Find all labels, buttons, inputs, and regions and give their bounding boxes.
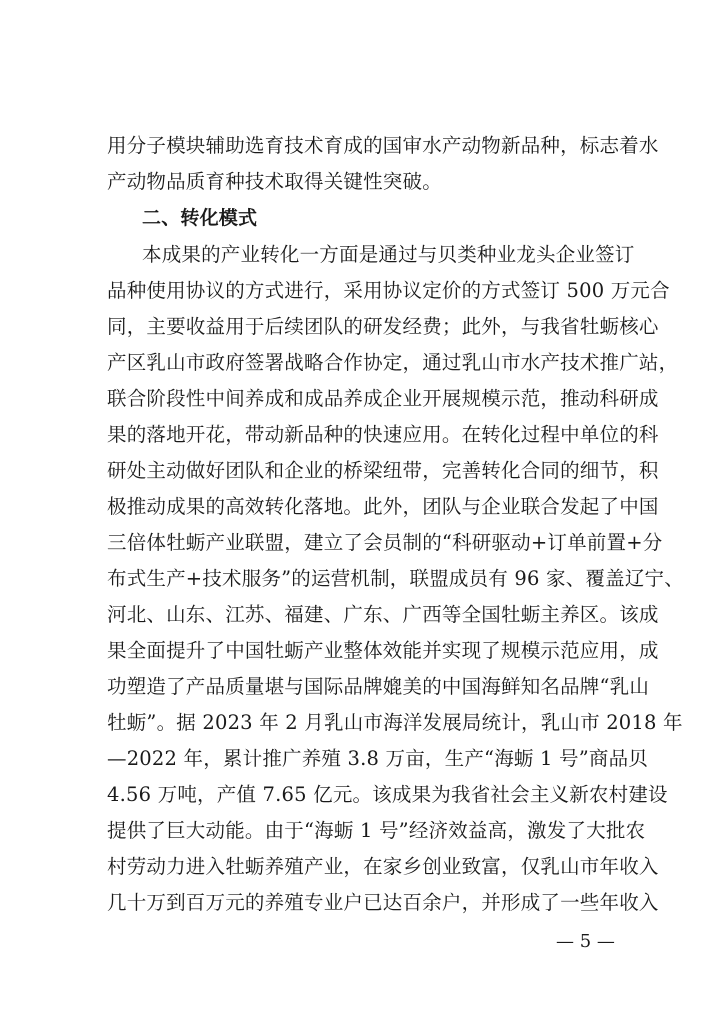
paragraph-line: 三倍体牡蛎产业联盟，建立了会员制的“科研驱动+订单前置+分 (107, 531, 663, 554)
paragraph-line: 河北、山东、江苏、福建、广东、广西等全国牡蛎主养区。该成 (107, 603, 659, 626)
paragraph-line: 几十万到百万元的养殖专业户已达百余户，并形成了一些年收入 (107, 891, 659, 914)
paragraph-line: 4.56 万吨，产值 7.65 亿元。该成果为我省社会主义新农村建设 (107, 783, 668, 806)
paragraph-line: 联合阶段性中间养成和成品养成企业开展规模示范，推动科研成 (107, 387, 659, 410)
paragraph-line: 提供了巨大动能。由于“海蛎 1 号”经济效益高，激发了大批农 (107, 819, 646, 842)
paragraph-line: 村劳动力进入牡蛎养殖产业，在家乡创业致富，仅乳山市年收入 (107, 855, 659, 878)
page-number: — 5 — (556, 931, 615, 952)
paragraph-line: 极推动成果的高效转化落地。此外，团队与企业联合发起了中国 (107, 495, 659, 518)
paragraph-line: 牡蛎”。据 2023 年 2 月乳山市海洋发展局统计，乳山市 2018 年 (107, 711, 683, 734)
section-heading: 二、转化模式 (142, 207, 258, 229)
paragraph-line: 同，主要收益用于后续团队的研发经费；此外，与我省牡蛎核心 (107, 315, 659, 338)
paragraph-line: 品种使用协议的方式进行，采用协议定价的方式签订 500 万元合 (107, 279, 670, 302)
paragraph-line: 果的落地开花，带动新品种的快速应用。在转化过程中单位的科 (107, 423, 659, 446)
paragraph-line: 功塑造了产品质量堪与国际品牌媲美的中国海鲜知名品牌“乳山 (107, 675, 650, 698)
paragraph-line: 果全面提升了中国牡蛎产业整体效能并实现了规模示范应用，成 (107, 639, 659, 662)
paragraph-line: 本成果的产业转化一方面是通过与贝类种业龙头企业签订 (142, 243, 635, 266)
paragraph-line: 产动物品质育种技术取得关键性突破。 (107, 170, 442, 193)
paragraph-line: —2022 年，累计推广养殖 3.8 万亩，生产“海蛎 1 号”商品贝 (107, 747, 648, 770)
paragraph-line: 布式生产+技术服务”的运营机制，联盟成员有 96 家、覆盖辽宁、 (107, 567, 684, 590)
paragraph-line: 用分子模块辅助选育技术育成的国审水产动物新品种，标志着水 (107, 134, 659, 157)
paragraph-line: 产区乳山市政府签署战略合作协定，通过乳山市水产技术推广站， (107, 351, 679, 374)
paragraph-line: 研处主动做好团队和企业的桥梁纽带，完善转化合同的细节，积 (107, 459, 659, 482)
